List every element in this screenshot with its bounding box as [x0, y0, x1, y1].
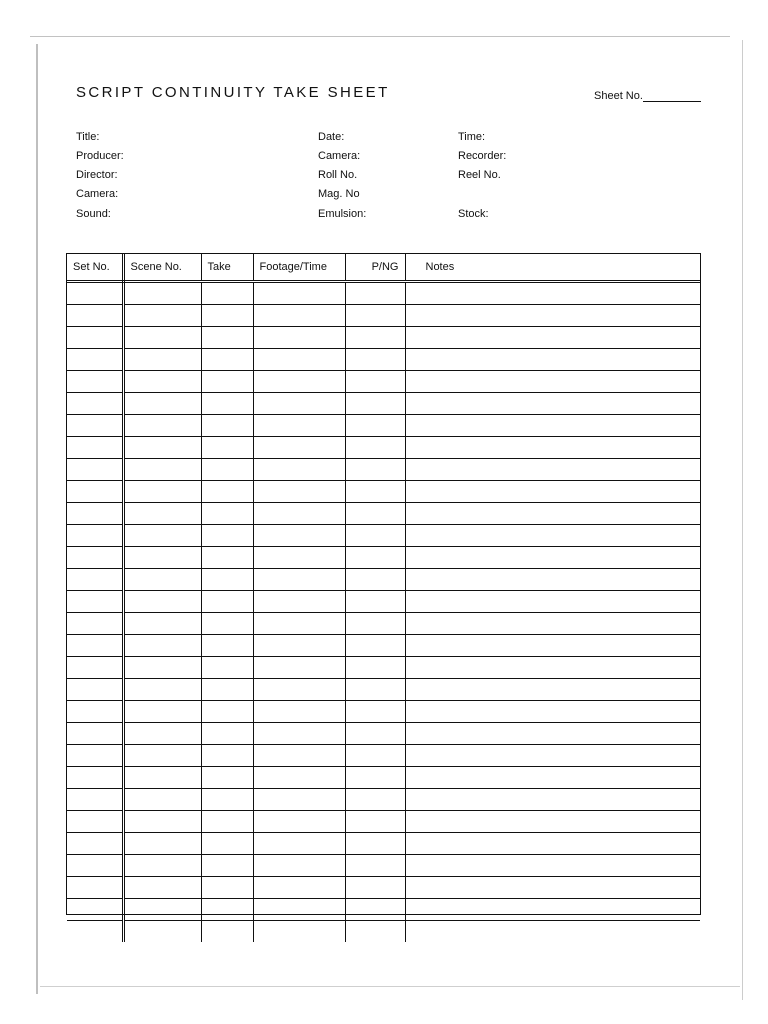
table-cell[interactable]	[201, 657, 253, 679]
table-cell[interactable]	[253, 393, 345, 415]
table-cell[interactable]	[201, 503, 253, 525]
table-cell[interactable]	[123, 657, 201, 679]
table-cell[interactable]	[253, 855, 345, 877]
table-cell[interactable]	[345, 525, 405, 547]
table-cell[interactable]	[123, 481, 201, 503]
table-cell[interactable]	[253, 635, 345, 657]
table-cell[interactable]	[253, 745, 345, 767]
table-cell[interactable]	[345, 327, 405, 349]
table-cell[interactable]	[405, 855, 700, 877]
table-cell[interactable]	[405, 877, 700, 899]
table-cell[interactable]	[405, 547, 700, 569]
table-cell[interactable]	[123, 723, 201, 745]
table-cell[interactable]	[201, 327, 253, 349]
table-cell[interactable]	[67, 305, 123, 327]
table-cell[interactable]	[67, 833, 123, 855]
table-cell[interactable]	[123, 327, 201, 349]
table-cell[interactable]	[345, 679, 405, 701]
table-cell[interactable]	[405, 481, 700, 503]
table-cell[interactable]	[123, 525, 201, 547]
table-cell[interactable]	[67, 811, 123, 833]
table-cell[interactable]	[67, 282, 123, 305]
table-row	[67, 525, 700, 547]
field-col1-3[interactable]	[76, 188, 118, 200]
table-row	[67, 877, 700, 899]
table-cell[interactable]	[201, 723, 253, 745]
table-cell[interactable]	[201, 547, 253, 569]
table-cell[interactable]	[345, 767, 405, 789]
table-cell[interactable]	[253, 327, 345, 349]
table-cell[interactable]	[253, 767, 345, 789]
table-cell[interactable]	[253, 899, 345, 921]
table-cell[interactable]	[405, 503, 700, 525]
table-row	[67, 921, 700, 943]
table-cell[interactable]	[345, 635, 405, 657]
table-cell[interactable]	[405, 745, 700, 767]
table-cell[interactable]	[123, 833, 201, 855]
field-label: Sound:	[76, 208, 111, 220]
table-cell[interactable]	[123, 921, 201, 943]
table-cell[interactable]	[405, 679, 700, 701]
table-cell[interactable]	[67, 415, 123, 437]
field-col1-2[interactable]	[76, 169, 118, 181]
scan-edge	[36, 44, 38, 994]
field-label: Mag. No	[318, 188, 360, 200]
table-cell[interactable]	[123, 437, 201, 459]
table-cell[interactable]	[405, 789, 700, 811]
table-cell[interactable]	[253, 569, 345, 591]
field-col3-0[interactable]	[458, 131, 485, 143]
table-cell[interactable]	[405, 282, 700, 305]
table-cell[interactable]	[253, 723, 345, 745]
table-row	[67, 415, 700, 437]
scan-edge	[40, 986, 740, 987]
table-cell[interactable]	[123, 569, 201, 591]
table-row	[67, 613, 700, 635]
table-row	[67, 349, 700, 371]
table-cell[interactable]	[67, 613, 123, 635]
table-cell[interactable]	[67, 877, 123, 899]
table-cell[interactable]	[405, 635, 700, 657]
form-title: SCRIPT CONTINUITY TAKE SHEET	[76, 84, 390, 101]
table-cell[interactable]	[345, 305, 405, 327]
table-cell[interactable]	[201, 459, 253, 481]
table-cell[interactable]	[201, 305, 253, 327]
table-cell[interactable]	[345, 503, 405, 525]
table-cell[interactable]	[405, 701, 700, 723]
col-header-scene-no: Scene No.	[123, 254, 201, 282]
table-cell[interactable]	[253, 789, 345, 811]
table-cell[interactable]	[345, 613, 405, 635]
field-col2-2[interactable]	[318, 169, 357, 181]
table-cell[interactable]	[201, 393, 253, 415]
table-cell[interactable]	[345, 547, 405, 569]
field-col1-0[interactable]	[76, 131, 99, 143]
table-cell[interactable]	[405, 569, 700, 591]
table-cell[interactable]	[201, 437, 253, 459]
table-cell[interactable]	[253, 481, 345, 503]
table-cell[interactable]	[201, 855, 253, 877]
table-cell[interactable]	[123, 371, 201, 393]
table-row	[67, 789, 700, 811]
table-cell[interactable]	[201, 877, 253, 899]
table-cell[interactable]	[405, 349, 700, 371]
table-row	[67, 591, 700, 613]
table-cell[interactable]	[345, 349, 405, 371]
table-cell[interactable]	[253, 679, 345, 701]
table-cell[interactable]	[345, 481, 405, 503]
table-cell[interactable]	[253, 811, 345, 833]
table-cell[interactable]	[345, 393, 405, 415]
table-cell[interactable]	[405, 437, 700, 459]
table-cell[interactable]	[345, 833, 405, 855]
table-cell[interactable]	[67, 459, 123, 481]
table-cell[interactable]	[345, 877, 405, 899]
table-cell[interactable]	[345, 745, 405, 767]
table-cell[interactable]	[67, 371, 123, 393]
table-cell[interactable]	[123, 282, 201, 305]
table-cell[interactable]	[201, 833, 253, 855]
table-row	[67, 481, 700, 503]
sheet-no-field[interactable]	[594, 90, 701, 102]
table-cell[interactable]	[253, 349, 345, 371]
table-cell[interactable]	[123, 305, 201, 327]
table-cell[interactable]	[201, 591, 253, 613]
table-row	[67, 811, 700, 833]
table-cell[interactable]	[67, 481, 123, 503]
table-cell[interactable]	[123, 547, 201, 569]
table-cell[interactable]	[405, 393, 700, 415]
table-cell[interactable]	[201, 789, 253, 811]
table-cell[interactable]	[67, 591, 123, 613]
table-cell[interactable]	[123, 789, 201, 811]
sheet-no-line[interactable]	[643, 91, 701, 102]
table-cell[interactable]	[67, 767, 123, 789]
table-cell[interactable]	[123, 635, 201, 657]
table-cell[interactable]	[201, 613, 253, 635]
table-cell[interactable]	[253, 591, 345, 613]
table-cell[interactable]	[405, 657, 700, 679]
table-row	[67, 833, 700, 855]
field-label: Camera:	[318, 150, 361, 162]
table-cell[interactable]	[201, 635, 253, 657]
table-cell[interactable]	[345, 459, 405, 481]
table-cell[interactable]	[67, 525, 123, 547]
table-cell[interactable]	[123, 701, 201, 723]
table-row	[67, 393, 700, 415]
table-cell[interactable]	[253, 613, 345, 635]
take-log-table	[66, 253, 701, 915]
field-label: Time:	[458, 131, 486, 143]
table-cell[interactable]	[67, 723, 123, 745]
table-cell[interactable]	[201, 767, 253, 789]
table-cell[interactable]	[345, 811, 405, 833]
table-row	[67, 437, 700, 459]
field-label: Producer:	[76, 150, 124, 162]
table-cell[interactable]	[123, 503, 201, 525]
col-header-footage-time: Footage/Time	[253, 254, 345, 282]
table-cell[interactable]	[201, 569, 253, 591]
field-col2-1[interactable]	[318, 150, 360, 162]
field-label: Recorder:	[458, 150, 507, 162]
table-cell[interactable]	[345, 415, 405, 437]
table-cell[interactable]	[201, 282, 253, 305]
table-cell[interactable]	[345, 701, 405, 723]
table-cell[interactable]	[405, 767, 700, 789]
table-cell[interactable]	[123, 459, 201, 481]
table-cell[interactable]	[405, 723, 700, 745]
table-cell[interactable]	[253, 415, 345, 437]
field-label: Camera:	[76, 188, 119, 200]
table-cell[interactable]	[345, 591, 405, 613]
field-col3-3[interactable]	[458, 208, 489, 220]
table-cell[interactable]	[345, 921, 405, 943]
table-cell[interactable]	[123, 393, 201, 415]
table-cell[interactable]	[67, 349, 123, 371]
table-cell[interactable]	[405, 525, 700, 547]
table-cell[interactable]	[405, 415, 700, 437]
table-cell[interactable]	[123, 899, 201, 921]
table-row	[67, 282, 700, 305]
table-cell[interactable]	[345, 569, 405, 591]
col-header-notes: Notes	[405, 254, 700, 282]
table-row	[67, 701, 700, 723]
table-cell[interactable]	[405, 613, 700, 635]
table-cell[interactable]	[345, 899, 405, 921]
field-label: Roll No.	[318, 169, 358, 181]
table-cell[interactable]	[345, 371, 405, 393]
scan-edge	[30, 36, 730, 37]
table-cell[interactable]	[253, 503, 345, 525]
table-cell[interactable]	[123, 811, 201, 833]
table-cell[interactable]	[67, 635, 123, 657]
field-col2-3[interactable]	[318, 188, 360, 200]
table-cell[interactable]	[201, 349, 253, 371]
table-row	[67, 305, 700, 327]
table-cell[interactable]	[253, 833, 345, 855]
table-cell[interactable]	[67, 569, 123, 591]
table-cell[interactable]	[201, 745, 253, 767]
table-cell[interactable]	[253, 701, 345, 723]
table-cell[interactable]	[67, 899, 123, 921]
table-cell[interactable]	[67, 855, 123, 877]
table-cell[interactable]	[405, 899, 700, 921]
table-cell[interactable]	[201, 679, 253, 701]
table-cell[interactable]	[67, 327, 123, 349]
table-row	[67, 657, 700, 679]
table-cell[interactable]	[123, 679, 201, 701]
table-cell[interactable]	[405, 327, 700, 349]
table-cell[interactable]	[405, 811, 700, 833]
table-row	[67, 569, 700, 591]
table-cell[interactable]	[345, 437, 405, 459]
table-cell[interactable]	[201, 371, 253, 393]
table-cell[interactable]	[123, 767, 201, 789]
field-label: Director:	[76, 169, 118, 181]
table-cell[interactable]	[67, 789, 123, 811]
table-cell[interactable]	[345, 855, 405, 877]
table-cell[interactable]	[67, 393, 123, 415]
field-label: Reel No.	[458, 169, 501, 181]
table-row	[67, 767, 700, 789]
table-row	[67, 899, 700, 921]
table-row	[67, 371, 700, 393]
table-cell[interactable]	[345, 282, 405, 305]
table-cell[interactable]	[253, 525, 345, 547]
table-cell[interactable]	[123, 745, 201, 767]
table-cell[interactable]	[253, 437, 345, 459]
table-cell[interactable]	[123, 415, 201, 437]
field-label: Emulsion:	[318, 208, 367, 220]
field-col3-1[interactable]	[458, 150, 506, 162]
table-cell[interactable]	[405, 591, 700, 613]
table-row	[67, 635, 700, 657]
table-cell[interactable]	[405, 305, 700, 327]
field-col3-2[interactable]	[458, 169, 501, 181]
table-row	[67, 723, 700, 745]
table-row	[67, 745, 700, 767]
table-cell[interactable]	[253, 877, 345, 899]
table-cell[interactable]	[201, 701, 253, 723]
table-row	[67, 503, 700, 525]
field-label: Date:	[318, 131, 345, 143]
col-header-p-ng: P/NG	[345, 254, 405, 282]
field-col2-4[interactable]	[318, 208, 366, 220]
table-cell[interactable]	[67, 701, 123, 723]
table-cell[interactable]	[345, 723, 405, 745]
table-cell[interactable]	[123, 613, 201, 635]
table-cell[interactable]	[123, 877, 201, 899]
table-row	[67, 855, 700, 877]
table-cell[interactable]	[67, 547, 123, 569]
table-cell[interactable]	[253, 371, 345, 393]
table-row	[67, 679, 700, 701]
table-cell[interactable]	[345, 789, 405, 811]
table-cell[interactable]	[67, 657, 123, 679]
field-label: Title:	[76, 131, 100, 143]
table-cell[interactable]	[67, 503, 123, 525]
table-cell[interactable]	[405, 459, 700, 481]
table-row	[67, 547, 700, 569]
table-cell[interactable]	[201, 899, 253, 921]
table-header-row	[67, 254, 700, 282]
table-cell[interactable]	[123, 591, 201, 613]
table-row	[67, 459, 700, 481]
table-cell[interactable]	[201, 921, 253, 943]
sheet-no-label: Sheet No.	[594, 90, 643, 102]
table-cell[interactable]	[405, 371, 700, 393]
table-cell[interactable]	[67, 437, 123, 459]
table-cell[interactable]	[201, 415, 253, 437]
field-col1-1[interactable]	[76, 150, 124, 162]
table-cell[interactable]	[67, 921, 123, 943]
col-header-set-no: Set No.	[67, 254, 123, 282]
table-cell[interactable]	[67, 679, 123, 701]
col-header-take: Take	[201, 254, 253, 282]
table-cell[interactable]	[67, 745, 123, 767]
table-cell[interactable]	[123, 855, 201, 877]
field-label: Stock:	[458, 208, 489, 220]
table-cell[interactable]	[253, 305, 345, 327]
table-cell[interactable]	[253, 282, 345, 305]
table-cell[interactable]	[201, 525, 253, 547]
table-cell[interactable]	[201, 481, 253, 503]
field-col1-4[interactable]	[76, 208, 111, 220]
table-row	[67, 327, 700, 349]
table-cell[interactable]	[405, 921, 700, 943]
table-cell[interactable]	[123, 349, 201, 371]
table-cell[interactable]	[253, 921, 345, 943]
field-col2-0[interactable]	[318, 131, 344, 143]
table-cell[interactable]	[345, 657, 405, 679]
table-cell[interactable]	[253, 459, 345, 481]
scan-edge	[742, 40, 743, 1000]
table-cell[interactable]	[253, 657, 345, 679]
table-cell[interactable]	[201, 811, 253, 833]
table-cell[interactable]	[405, 833, 700, 855]
table-cell[interactable]	[253, 547, 345, 569]
